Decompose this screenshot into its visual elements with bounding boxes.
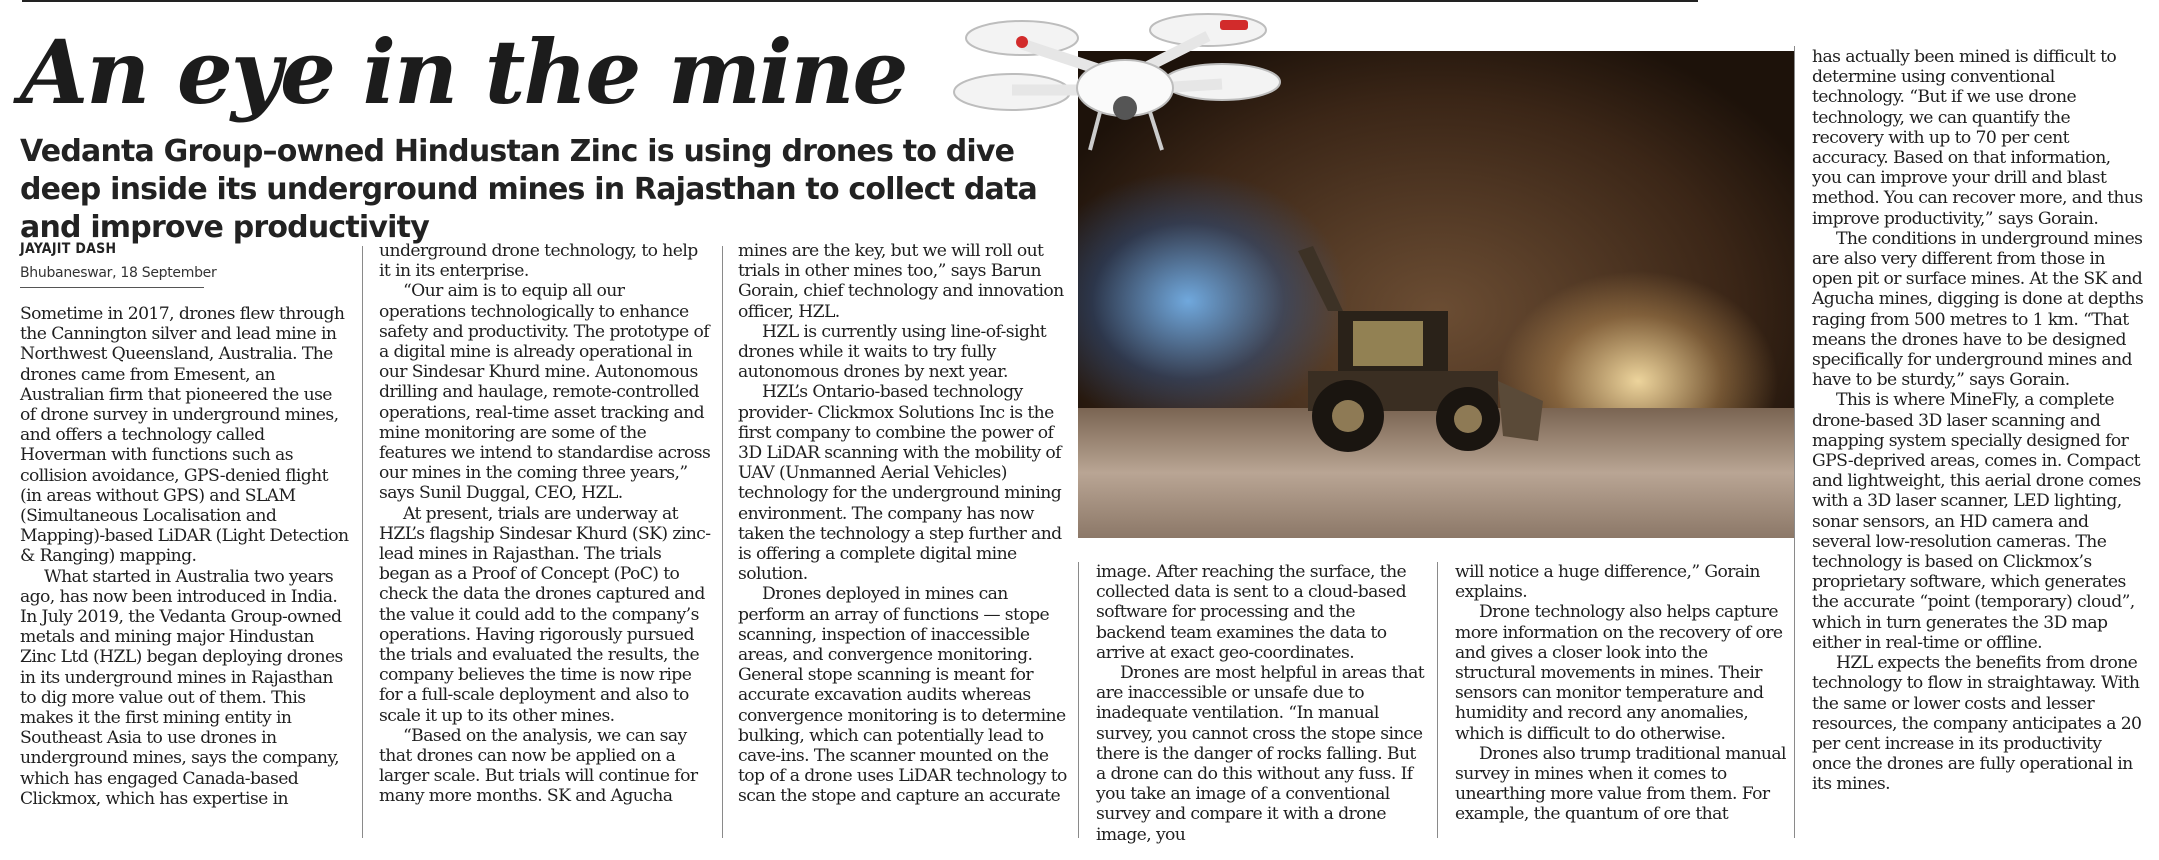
paragraph: underground drone technology, to help it in its enterprise. (379, 241, 698, 282)
article-column-1 (20, 304, 352, 809)
article-column-6 (1812, 47, 2144, 795)
paragraph: mines are the key, but we will roll out trials in other mines too,” says Barun Gorain, chief technology and innovation officer, HZL. (738, 241, 1064, 322)
top-rule (22, 0, 1698, 2)
paragraph: What started in Australia two years ago, has now been introduced in India. In July 2019, the Vedanta Group-owned metals and mining major Hindustan Zinc Ltd (HZL) began deploying drones in its underground mines in Rajasthan to dig more value out of them. This makes it the first mining entity in Southeast Asia to use drones in underground mines, says the company, which has engaged Canada-based Clickmox, which has expertise in (20, 566, 343, 809)
column-divider (1794, 46, 1795, 838)
paragraph: At present, trials are underway at HZL’s flagship Sindesar Khurd (SK) zinc-lead mines in Rajasthan. The trials began as a Proof of Concept (PoC) to check the data the drones captured and the value it could add to the company’s operations. Having rigorously pursued the trials and evaluated the results, the company believes the time is now ripe for a full-scale deployment and also to scale it up to its other mines. (379, 503, 711, 726)
quadcopter-drone-icon (950, 0, 1300, 170)
paragraph: Drone technology also helps capture more information on the recovery of ore and gives a closer look into the structural movements in mines. Their sensors can monitor temperature and humidity and record any anomalies, which is difficult to do otherwise. (1455, 602, 1783, 744)
paragraph: The conditions in underground mines are also very different from those in open pit or surface mines. At the SK and Agucha mines, digging is done at depths raging from 500 metres to 1 km. “That means the drones have to be designed specifically for underground mines and have to be sturdy,” says Gorain. (1812, 228, 2144, 391)
article-column-4 (1096, 562, 1428, 845)
byline-rule (20, 287, 204, 288)
paragraph: Drones are most helpful in areas that are inaccessible or unsafe due to inadequate ventilation. “In manual survey, you cannot cross the stope since there is the danger of rocks falling. But a drone can do this without any fuss. If you take an image of a conventional survey and compare it with a drone image, you (1096, 663, 1425, 845)
deck-subheadline: Vedanta Group–owned Hindustan Zinc is using drones to dive deep inside its underground mines in Rajasthan to collect data and improve productivity (20, 134, 1037, 245)
paragraph: has actually been mined is difficult to determine using conventional technology. “But if we use drone technology, we can quantify the recovery with up to 70 per cent accuracy. Based on that information, you can improve your drill and blast method. You can recover more, and thus improve productivity,” says Gorain. (1812, 47, 2143, 229)
paragraph: “Our aim is to equip all our operations technologically to enhance safety and productivity. The prototype of a digital mine is already operational in our Sindesar Khurd mine. Autonomous drilling and haulage, remote-controlled operations, real-time asset tracking and mine monitoring are some of the features we intend to standardise across our mines in the coming three years,” says Sunil Duggal, CEO, HZL. (379, 281, 711, 504)
article-column-5 (1455, 562, 1787, 825)
paragraph: Drones deployed in mines can perform an array of functions — stope scanning, inspection of inaccessible areas, and convergence monitoring. General stope scanning is meant for accurate excavation audits whereas convergence monitoring is to determine bulking, which can potentially lead to cave-ins. The scanner mounted on the top of a drone uses LiDAR technology to scan the stope and capture an accurate (738, 584, 1067, 807)
byline: JAYAJIT DASH (20, 241, 117, 257)
paragraph: “Based on the analysis, we can say that drones can now be applied on a larger scale. But trials will continue for many more months. SK and Agucha (379, 725, 698, 807)
column-divider (362, 246, 363, 838)
paragraph: Drones also trump traditional manual survey in mines when it comes to unearthing more value from them. For example, the quantum of ore that (1455, 743, 1786, 825)
paragraph: HZL is currently using line-of-sight drones while it waits to try fully autonomous drones by next year. (738, 321, 1047, 383)
paragraph: This is where MineFly, a complete drone-based 3D laser scanning and mapping system specially designed for GPS-deprived areas, comes in. Compact and lightweight, this aerial drone comes with a 3D laser scanner, LED lighting, sonar sensors, an HD camera and several low-resolution cameras. The technology is based on Clickmox’s proprietary software, which generates the accurate “point (temporary) cloud”, which in turn generates the 3D map either in real-time or offline. (1812, 390, 2141, 653)
column-divider (722, 246, 723, 838)
paragraph: Sometime in 2017, drones flew through the Cannington silver and lead mine in Northwest Queensland, Australia. The drones came from Emesent, an Australian firm that pioneered the use of drone survey in underground mines, and offers a technology called Hoverman with functions such as collision avoidance, GPS-denied flight (in areas without GPS) and SLAM (Simultaneous Localisation and Mapping)-based LiDAR (Light Detection & Ranging) mapping. (20, 304, 349, 567)
column-divider (1078, 562, 1079, 838)
article-column-3 (738, 241, 1070, 807)
backhoe-loader-icon (1268, 241, 1548, 461)
column-divider (1437, 562, 1438, 838)
dateline: Bhubaneswar, 18 September (20, 265, 217, 281)
paragraph: image. After reaching the surface, the collected data is sent to a cloud-based software for processing and the backend team examines the data to arrive at exact geo-coordinates. (1096, 562, 1407, 663)
paragraph: will notice a huge difference,” Gorain explains. (1455, 562, 1760, 603)
headline: An eye in the mine (20, 20, 907, 124)
paragraph: HZL expects the benefits from drone technology to flow in straightaway. With the same or lower costs and lesser resources, the company anticipates a 20 per cent increase in its productivity once the drones are fully operational in its mines. (1812, 653, 2142, 795)
article-column-2 (379, 241, 711, 807)
paragraph: HZL’s Ontario-based technology provider- Clickmox Solutions Inc is the first company to combine the power of 3D LiDAR scanning with the mobility of UAV (Unmanned Aerial Vehicles) technology for the underground mining environment. The company has now taken the technology a step further and is offering a complete digital mine solution. (738, 382, 1062, 585)
